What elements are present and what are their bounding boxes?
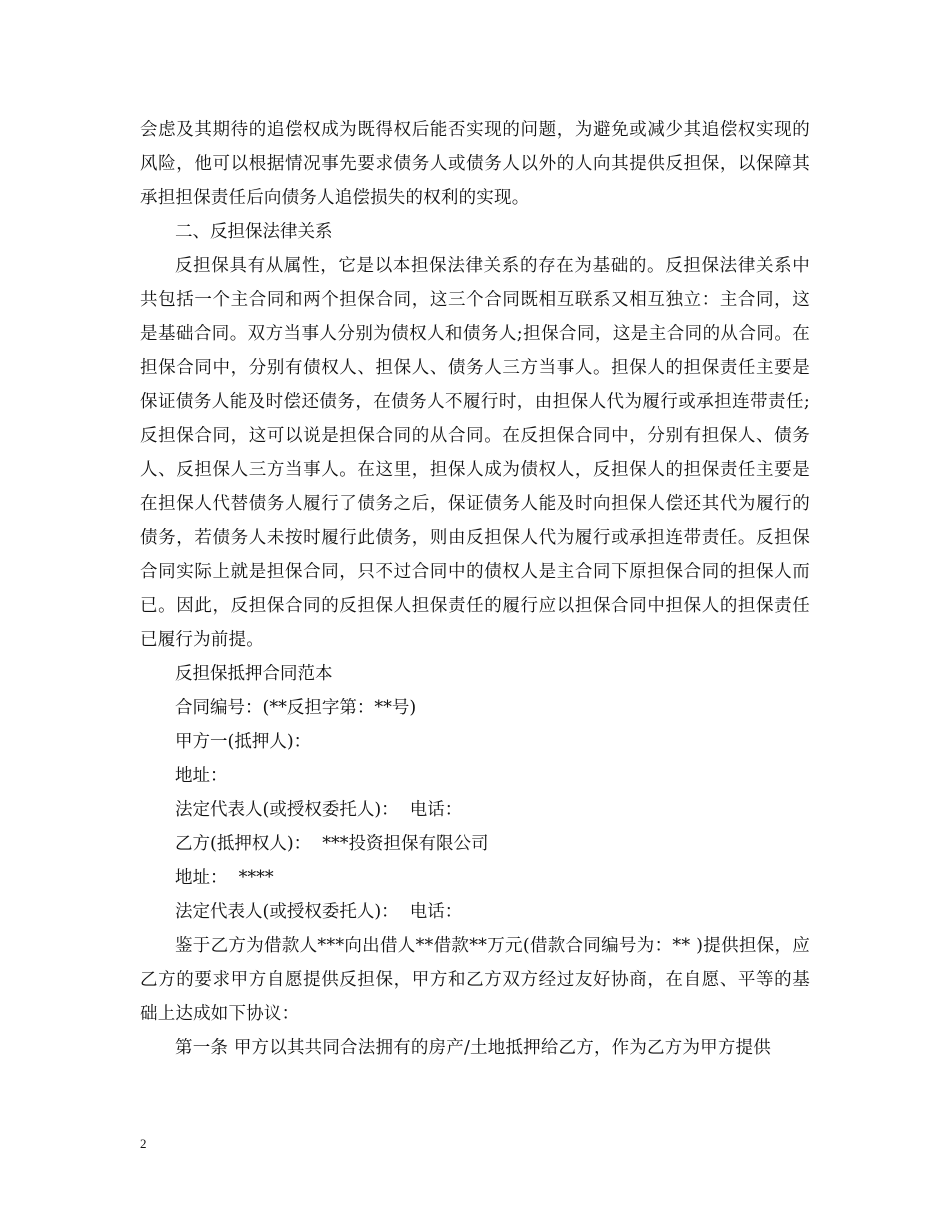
party-b-address-line: 地址： ****	[175, 868, 274, 888]
paragraph-recital: 鉴于乙方为借款人***向出借人**借款**万元(借款合同编号为：** )提供担保，应乙方的要求甲方自愿提供反担保，甲方和乙方双方经过友好协商，在自愿、平等的基础上达成如下协议：	[140, 936, 810, 1024]
paragraph-article-one: 第一条 甲方以其共同合法拥有的房产/土地抵押给乙方，作为乙方为甲方提供	[175, 1038, 771, 1058]
paragraph-continuation: 会虑及其期待的追偿权成为既得权后能否实现的问题，为避免或减少其追偿权实现的风险，他可以根据情况事先要求债务人或债务人以外的人向其提供反担保，以保障其承担担保责任后向债务人追偿损失的权利的实现。	[140, 120, 810, 208]
party-a-line: 甲方一(抵押人)：	[175, 732, 312, 752]
paragraph-counter-guarantee-relation: 反担保具有从属性，它是以本担保法律关系的存在为基础的。反担保法律关系中共包括一个主合同和两个担保合同，这三个合同既相互联系又相互独立：主合同，这是基础合同。双方当事人分别为债权人和债务人;担保合同，这是主合同的从合同。在担保合同中，分别有债权人、担保人、债务人三方当事人。担保人的担保责任主要是保证债务人能及时偿还债务，在债务人不履行时，由担保人代为履行或承担连带责任;反担保合同，这可以说是担保合同的从合同。在反担保合同中，分别有担保人、债务人、反担保人三方当事人。在这里，担保人成为债权人，反担保人的担保责任主要是在担保人代替债务人履行了债务之后，保证债务人能及时向担保人偿还其代为履行的债务，若债务人未按时履行此债务，则由反担保人代为履行或承担连带责任。反担保合同实际上就是担保合同，只不过合同中的债权人是主合同下原担保合同的担保人而已。因此，反担保合同的反担保人担保责任的履行应以担保合同中担保人的担保责任已履行为前提。	[140, 256, 810, 650]
contract-template-title: 反担保抵押合同范本	[175, 664, 333, 684]
party-a-representative-line: 法定代表人(或授权委托人)： 电话：	[175, 800, 463, 820]
party-b-line: 乙方(抵押权人)： ***投资担保有限公司	[175, 834, 489, 854]
page-number: 2	[140, 1136, 147, 1151]
party-b-representative-line: 法定代表人(或授权委托人)： 电话：	[175, 902, 463, 922]
party-a-address-line: 地址：	[175, 766, 228, 786]
contract-number-line: 合同编号：(**反担字第：**号)	[175, 698, 417, 718]
document-body	[140, 113, 810, 1065]
section-heading: 二、反担保法律关系	[175, 222, 333, 242]
